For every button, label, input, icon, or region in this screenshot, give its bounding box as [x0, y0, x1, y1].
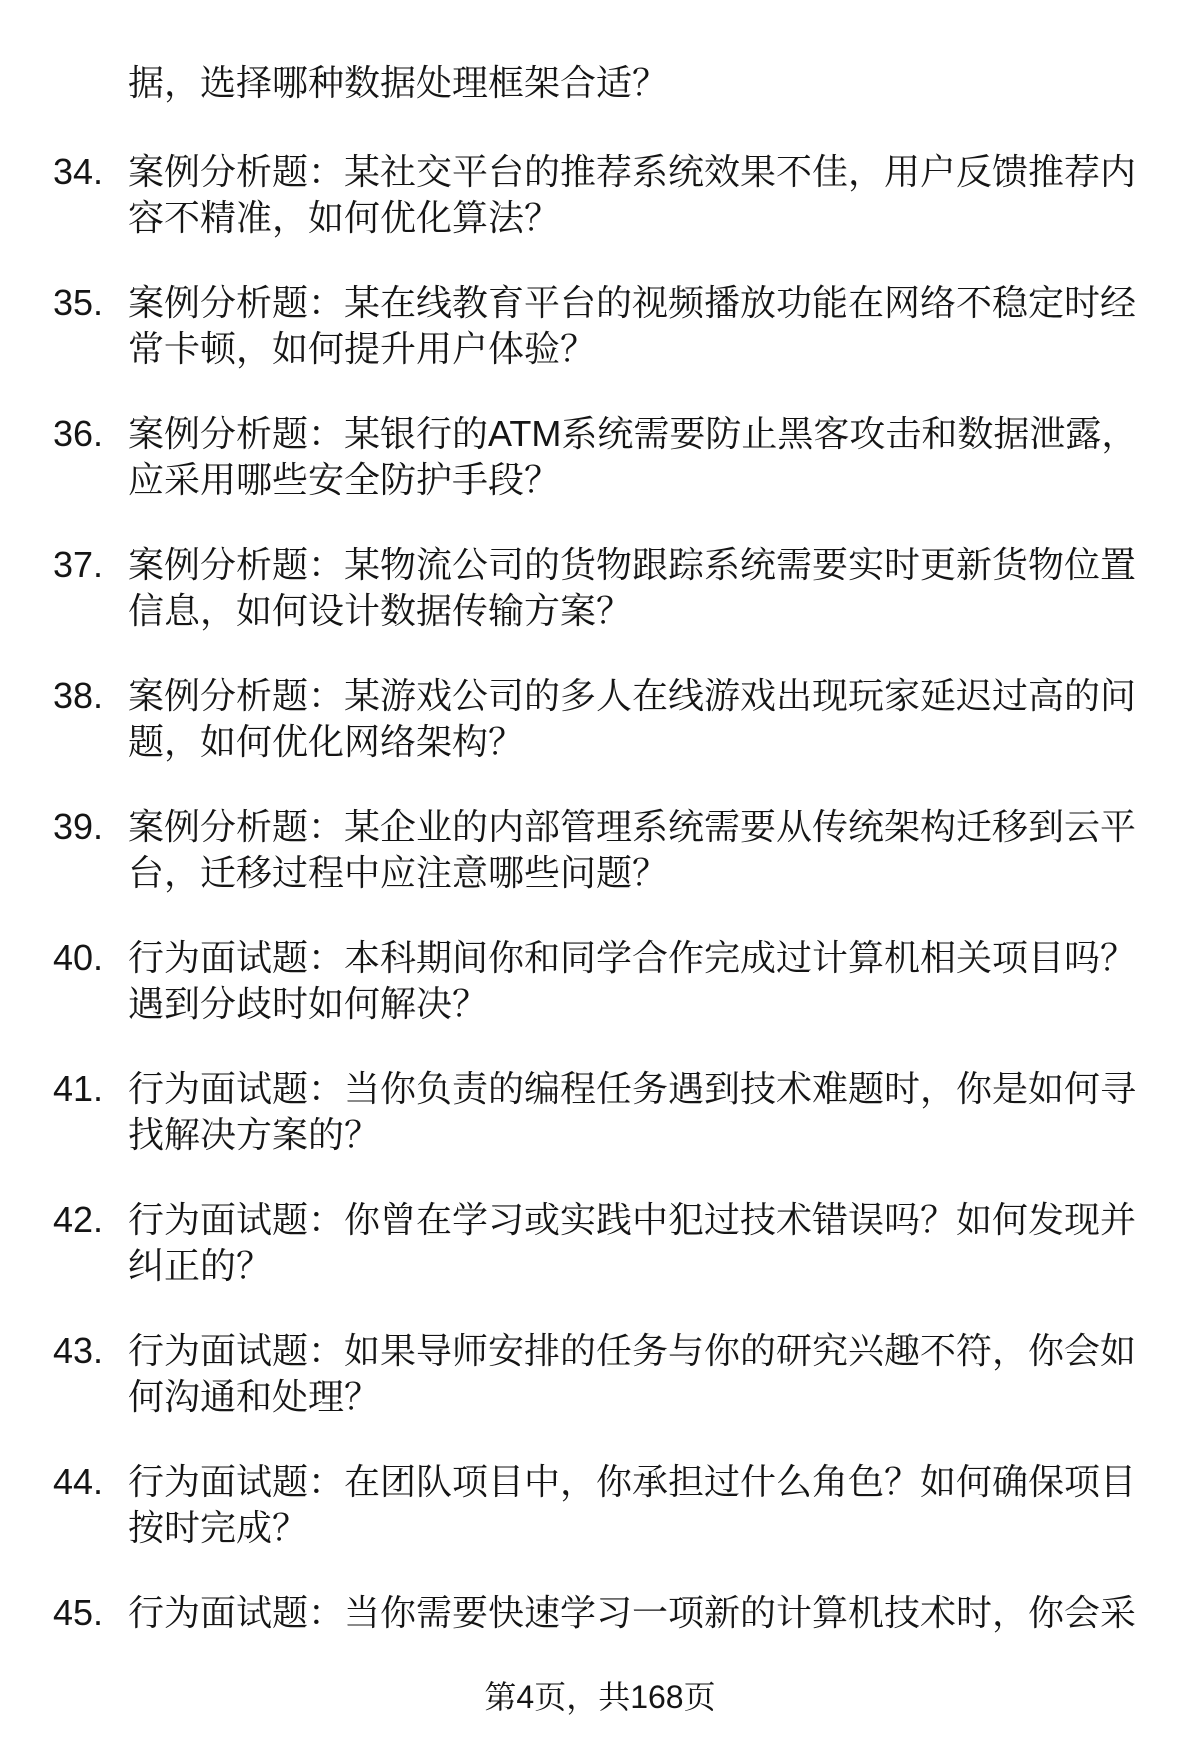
- question-text-line: 行为面试题：本科期间你和同学合作完成过计算机相关项目吗？: [128, 937, 1137, 978]
- question-text-line: 案例分析题：某在线教育平台的视频播放功能在网络不稳定时经: [128, 282, 1137, 323]
- question-text: [128, 1197, 1136, 1289]
- question-text-line: 常卡顿，如何提升用户体验？: [128, 328, 597, 369]
- question-text-line: 纠正的？: [128, 1245, 273, 1286]
- question-text: [128, 1328, 1136, 1420]
- question-text-line: 案例分析题：某企业的内部管理系统需要从传统架构迁移到云平: [128, 806, 1137, 847]
- question-38: [0, 673, 1200, 765]
- question-number: 40.: [53, 937, 104, 978]
- question-text: [128, 1459, 1136, 1551]
- question-text: [128, 1590, 1136, 1636]
- question-number: 41.: [53, 1068, 104, 1109]
- question-text-line: 遇到分歧时如何解决？: [128, 983, 489, 1024]
- question-text-line: 信息，如何设计数据传输方案？: [128, 590, 633, 631]
- question-text-line: 台，迁移过程中应注意哪些问题？: [128, 852, 669, 893]
- question-number: 43.: [53, 1330, 104, 1371]
- question-text-line: 案例分析题：某物流公司的货物跟踪系统需要实时更新货物位置: [128, 544, 1137, 585]
- question-text-line: 应采用哪些安全防护手段？: [128, 459, 561, 500]
- question-42: [0, 1197, 1200, 1289]
- question-text: [128, 542, 1136, 634]
- question-text: [128, 149, 1136, 241]
- question-41: [0, 1066, 1200, 1158]
- question-text: [128, 411, 1137, 503]
- question-number: 44.: [53, 1461, 104, 1502]
- question-text: [128, 804, 1136, 896]
- question-text: [128, 280, 1136, 372]
- question-text-line: 行为面试题：当你负责的编程任务遇到技术难题时，你是如何寻: [128, 1068, 1137, 1109]
- question-text-line: 找解决方案的？: [128, 1114, 381, 1155]
- question-text: [128, 673, 1136, 765]
- question-text: [128, 1066, 1136, 1158]
- question-35: [0, 280, 1200, 372]
- question-text-line: 案例分析题：某游戏公司的多人在线游戏出现玩家延迟过高的问: [128, 675, 1137, 716]
- question-number: 38.: [53, 675, 104, 716]
- question-text-line: 案例分析题：某银行的ATM系统需要防止黑客攻击和数据泄露，: [128, 413, 1138, 454]
- question-number: 35.: [53, 282, 104, 323]
- question-text-line: 容不精准，如何优化算法？: [128, 197, 561, 238]
- question-44: [0, 1459, 1200, 1551]
- question-45: [0, 1590, 1200, 1636]
- page-number-footer: 第4页，共168页: [484, 1679, 716, 1715]
- question-number: 45.: [53, 1592, 104, 1633]
- question-number: 34.: [53, 151, 104, 192]
- question-text-line: 案例分析题：某社交平台的推荐系统效果不佳，用户反馈推荐内: [128, 151, 1137, 192]
- question-text-line: 何沟通和处理？: [128, 1376, 381, 1417]
- question-number: 37.: [53, 544, 104, 585]
- question-37: [0, 542, 1200, 634]
- question-39: [0, 804, 1200, 896]
- question-number: 42.: [53, 1199, 104, 1240]
- question-text-line: 按时完成？: [128, 1507, 309, 1548]
- question-36: [0, 411, 1200, 503]
- question-number: 36.: [53, 413, 104, 454]
- question-34: [0, 149, 1200, 241]
- question-text-line: 行为面试题：当你需要快速学习一项新的计算机技术时，你会采: [128, 1592, 1137, 1633]
- question-text-line: 行为面试题：如果导师安排的任务与你的研究兴趣不符，你会如: [128, 1330, 1137, 1371]
- question-text-line: 题，如何优化网络架构？: [128, 721, 525, 762]
- question-text-line: 行为面试题：你曾在学习或实践中犯过技术错误吗？如何发现并: [128, 1199, 1137, 1240]
- question-text: [128, 935, 1136, 1027]
- question-43: [0, 1328, 1200, 1420]
- question-number: 39.: [53, 806, 104, 847]
- question-text-line: 行为面试题：在团队项目中，你承担过什么角色？如何确保项目: [128, 1461, 1137, 1502]
- continued-question-text: 据，选择哪种数据处理框架合适？: [128, 62, 669, 103]
- question-40: [0, 935, 1200, 1027]
- question-list: [0, 60, 1200, 1636]
